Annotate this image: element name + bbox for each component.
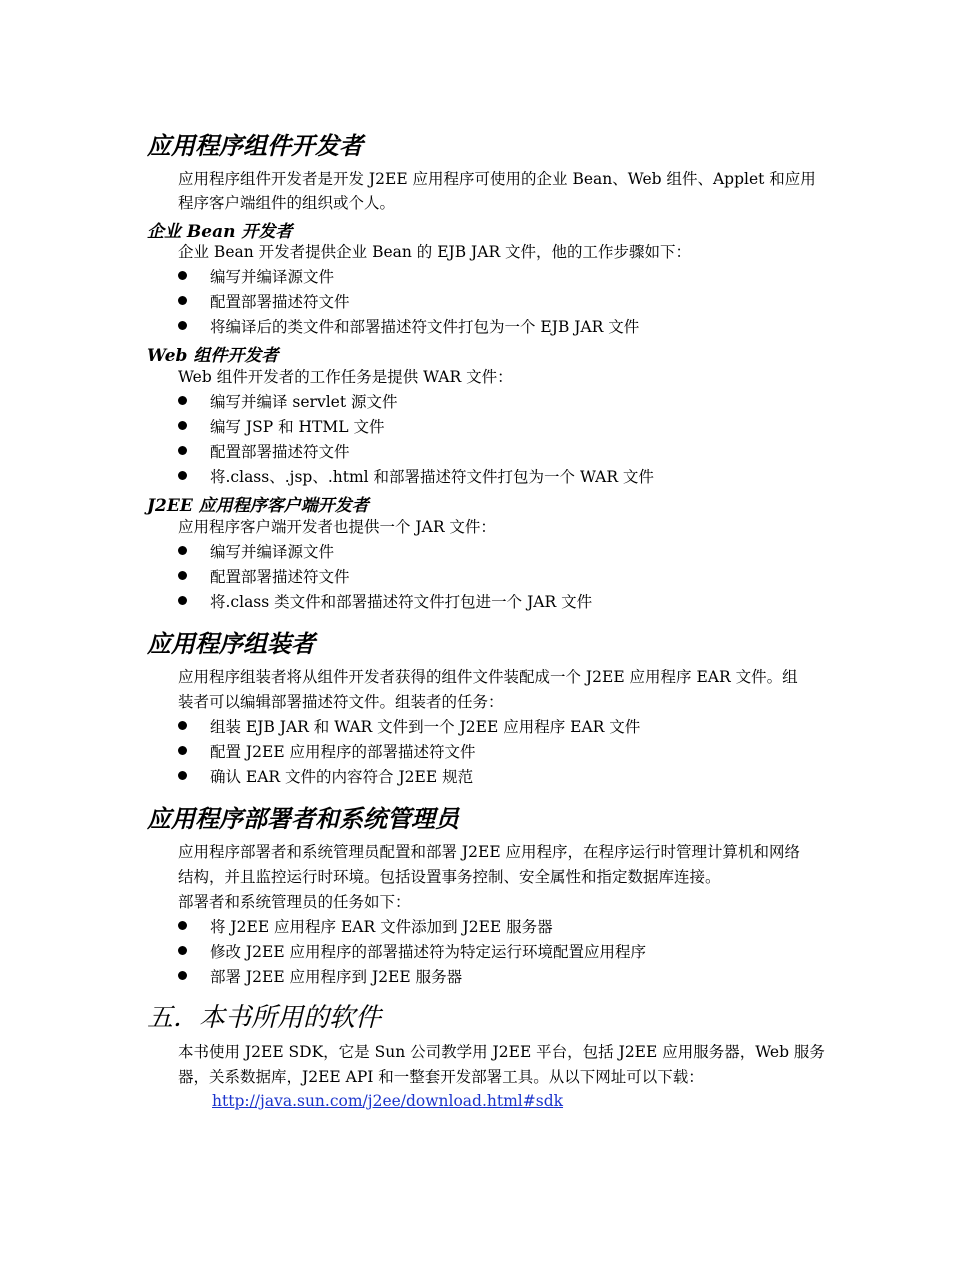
list-item: 编写并编译 servlet 源文件 [178, 390, 398, 415]
paragraph: 程序客户端组件的组织或个人。 [178, 194, 396, 212]
paragraph: 应用程序组装者将从组件开发者获得的组件文件装配成一个 J2EE 应用程序 EAR 文件。组 [178, 668, 798, 686]
list-item: 编写 JSP 和 HTML 文件 [178, 415, 385, 440]
list-item: 组装 EJB JAR 和 WAR 文件到一个 J2EE 应用程序 EAR 文件 [178, 715, 640, 740]
paragraph: 应用程序部署者和系统管理员配置和部署 J2EE 应用程序，在程序运行时管理计算机和网络 [178, 843, 801, 861]
bullet-icon [178, 971, 187, 980]
chapter-heading-software: 五．本书所用的软件 [147, 1003, 382, 1033]
section-heading-component-developer: 应用程序组件开发者 [147, 131, 363, 160]
bullet-icon [178, 421, 187, 430]
section-heading-assembler: 应用程序组装者 [147, 629, 315, 658]
list-item: 配置部署描述符文件 [178, 290, 350, 315]
bullet-icon [178, 546, 187, 555]
list-item: 配置部署描述符文件 [178, 440, 350, 465]
bullet-icon [178, 396, 187, 405]
paragraph: 应用程序客户端开发者也提供一个 JAR 文件： [178, 518, 496, 536]
bullet-icon [178, 271, 187, 280]
paragraph: 装者可以编辑部署描述符文件。组装者的任务： [178, 693, 504, 711]
bullet-icon [178, 296, 187, 305]
bullet-icon [178, 446, 187, 455]
list-item: 将.class、.jsp、.html 和部署描述符文件打包为一个 WAR 文件 [178, 465, 654, 490]
list-item: 编写并编译源文件 [178, 265, 334, 290]
bullet-icon [178, 746, 187, 755]
list-item: 将 J2EE 应用程序 EAR 文件添加到 J2EE 服务器 [178, 915, 553, 940]
bullet-icon [178, 571, 187, 580]
paragraph: Web 组件开发者的工作任务是提供 WAR 文件： [178, 368, 513, 386]
list-item: 确认 EAR 文件的内容符合 J2EE 规范 [178, 765, 473, 790]
bullet-icon [178, 721, 187, 730]
bullet-icon [178, 321, 187, 330]
download-link[interactable]: http://java.sun.com/j2ee/download.html#sdk [212, 1092, 564, 1110]
subheading-bean-developer: 企业 Bean 开发者 [147, 222, 293, 242]
paragraph: 企业 Bean 开发者提供企业 Bean 的 EJB JAR 文件，他的工作步骤如下： [178, 243, 692, 261]
subheading-web-developer: Web 组件开发者 [147, 346, 279, 366]
bullet-icon [178, 921, 187, 930]
paragraph: 应用程序组件开发者是开发 J2EE 应用程序可使用的企业 Bean、Web 组件、Applet 和应用 [178, 170, 816, 188]
paragraph: 本书使用 J2EE SDK，它是 Sun 公司教学用 J2EE 平台，包括 J2EE 应用服务器，Web 服务 [178, 1043, 825, 1061]
bullet-icon [178, 771, 187, 780]
section-heading-deployer: 应用程序部署者和系统管理员 [147, 804, 459, 833]
list-item: 将编译后的类文件和部署描述符文件打包为一个 EJB JAR 文件 [178, 315, 639, 340]
list-item: 将.class 类文件和部署描述符文件打包进一个 JAR 文件 [178, 590, 592, 615]
paragraph: 结构，并且监控运行时环境。包括设置事务控制、安全属性和指定数据库连接。 [178, 868, 721, 886]
paragraph: 器，关系数据库，J2EE API 和一整套开发部署工具。从以下网址可以下载： [178, 1068, 704, 1086]
bullet-icon [178, 471, 187, 480]
list-item: 编写并编译源文件 [178, 540, 334, 565]
list-item: 修改 J2EE 应用程序的部署描述符为特定运行环境配置应用程序 [178, 940, 646, 965]
list-item: 部署 J2EE 应用程序到 J2EE 服务器 [178, 965, 462, 990]
bullet-icon [178, 596, 187, 605]
bullet-icon [178, 946, 187, 955]
subheading-client-developer: J2EE 应用程序客户端开发者 [147, 496, 369, 516]
paragraph: 部署者和系统管理员的任务如下： [178, 893, 411, 911]
list-item: 配置 J2EE 应用程序的部署描述符文件 [178, 740, 476, 765]
list-item: 配置部署描述符文件 [178, 565, 350, 590]
